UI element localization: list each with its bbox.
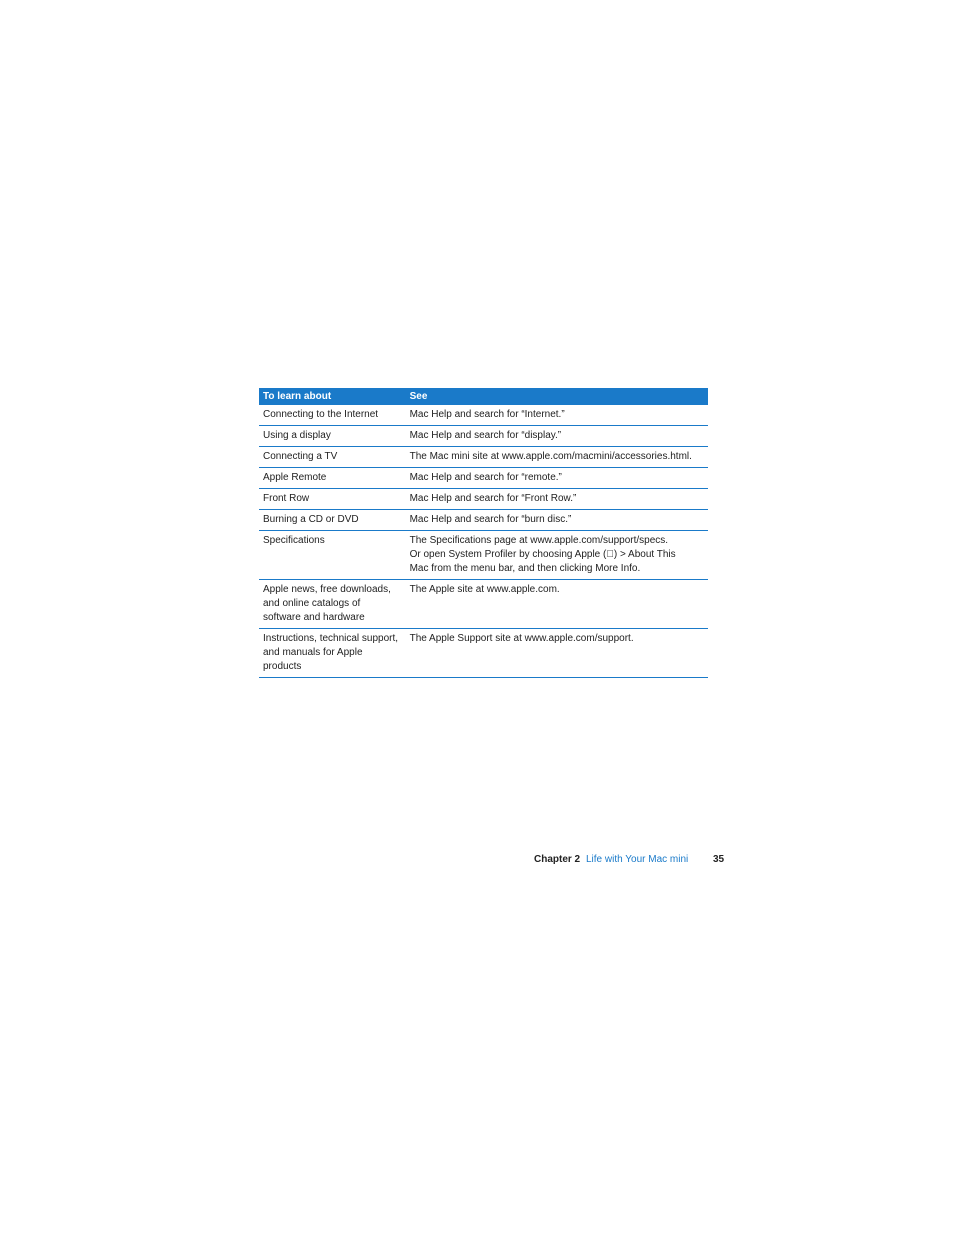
table-row xyxy=(259,468,708,489)
page-number: 35 xyxy=(713,854,725,865)
see-cell: Mac Help and search for “Internet.” xyxy=(406,405,708,426)
topic-cell: Using a display xyxy=(259,426,406,447)
see-cell: Mac Help and search for “Front Row.” xyxy=(406,489,708,510)
see-cell: Mac Help and search for “remote.” xyxy=(406,468,708,489)
topic-cell: Instructions, technical support, and manuals for Apple products xyxy=(259,629,406,678)
topic-cell: Apple Remote xyxy=(259,468,406,489)
table-row xyxy=(259,580,708,629)
topic-cell: Connecting a TV xyxy=(259,447,406,468)
topic-cell: Connecting to the Internet xyxy=(259,405,406,426)
see-cell: The Apple Support site at www.apple.com/support. xyxy=(406,629,708,678)
chapter-title: Life with Your Mac mini xyxy=(586,854,689,865)
column-header-topic: To learn about xyxy=(259,388,406,405)
page-footer xyxy=(534,853,726,869)
see-cell: The Specifications page at www.apple.com/support/specs. Or open System Profiler by choosing Apple ( ) > About This Mac from the menu bar, and then clicking More Info. xyxy=(406,531,708,580)
topic-cell: Apple news, free downloads, and online catalogs of software and hardware xyxy=(259,580,406,629)
column-header-see: See xyxy=(406,388,708,405)
table-row xyxy=(259,489,708,510)
see-cell: Mac Help and search for “burn disc.” xyxy=(406,510,708,531)
table-header-row xyxy=(259,388,708,405)
table-row xyxy=(259,629,708,678)
table-row xyxy=(259,531,708,580)
table-row xyxy=(259,510,708,531)
chapter-label: Chapter 2 xyxy=(534,854,581,865)
topic-cell: Specifications xyxy=(259,531,406,580)
see-cell: Mac Help and search for “display.” xyxy=(406,426,708,447)
reference-table xyxy=(259,388,708,678)
see-cell: The Mac mini site at www.apple.com/macmini/accessories.html. xyxy=(406,447,708,468)
topic-cell: Burning a CD or DVD xyxy=(259,510,406,531)
table-row xyxy=(259,426,708,447)
see-cell: The Apple site at www.apple.com. xyxy=(406,580,708,629)
table-row xyxy=(259,447,708,468)
table-row xyxy=(259,405,708,426)
topic-cell: Front Row xyxy=(259,489,406,510)
